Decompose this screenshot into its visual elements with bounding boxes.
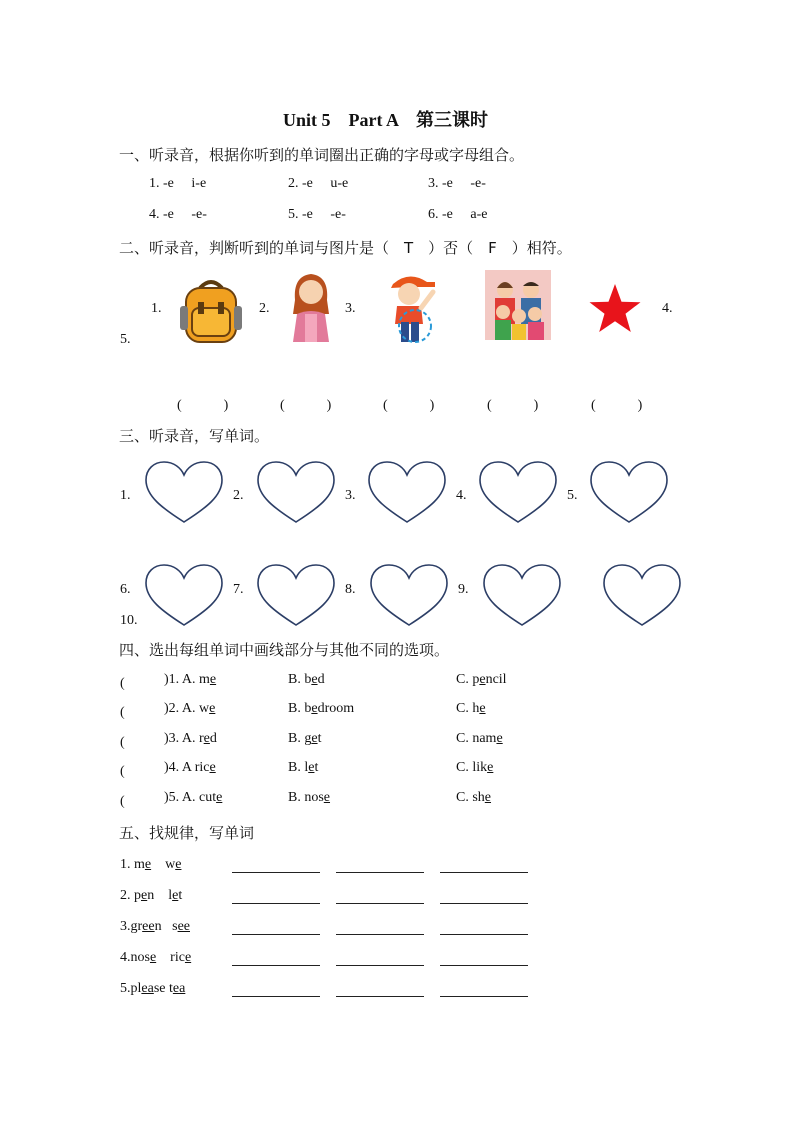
s3-label-2: 2. — [233, 488, 244, 503]
s3-label-9: 9. — [458, 582, 469, 597]
s4-answer-paren[interactable]: ( — [120, 764, 153, 779]
s2-answer-bracket-3[interactable]: ( ) — [383, 398, 435, 413]
s4-option-b: B. let — [288, 760, 319, 775]
section-2-heading: 二、听录音，判断听到的单词与图片是（ T ）否（ F ）相符。 — [119, 239, 572, 257]
section-1-heading: 一、听录音，根据你听到的单词圈出正确的字母或字母组合。 — [119, 146, 525, 164]
s1-item-2[interactable]: 2. -e u-e — [288, 176, 349, 191]
s4-option-c: C. like — [456, 760, 494, 775]
s4-option-a: )3. A. red — [164, 731, 217, 746]
s1-item-6[interactable]: 6. -e a-e — [428, 207, 488, 222]
s5-prompt-5: 5.please tea — [120, 981, 186, 996]
s1-item-3[interactable]: 3. -e -e- — [428, 176, 486, 191]
answer-line[interactable] — [440, 996, 528, 997]
answer-line[interactable] — [336, 903, 424, 904]
answer-line[interactable] — [232, 996, 320, 997]
answer-line[interactable] — [336, 965, 424, 966]
s4-answer-paren[interactable]: ( — [120, 705, 153, 720]
s2-label-4: 4. — [662, 301, 673, 316]
s4-option-b: B. nose — [288, 790, 331, 805]
s2-answer-bracket-2[interactable]: ( ) — [280, 398, 332, 413]
s3-label-7: 7. — [233, 582, 244, 597]
s4-option-a: )1. A. me — [164, 672, 217, 687]
s4-answer-paren[interactable]: ( — [120, 794, 153, 809]
s3-label-8: 8. — [345, 582, 356, 597]
s3-label-3: 3. — [345, 488, 356, 503]
heart-answer-box-6[interactable] — [144, 563, 224, 627]
s4-option-a: )5. A. cute — [164, 790, 223, 805]
s4-option-b: B. bed — [288, 672, 325, 687]
s4-option-c: C. pencil — [456, 672, 507, 687]
s3-label-5: 5. — [567, 488, 578, 503]
answer-line[interactable] — [232, 934, 320, 935]
heart-answer-box-7[interactable] — [256, 563, 336, 627]
s2-answer-bracket-4[interactable]: ( ) — [487, 398, 539, 413]
s4-option-a: )2. A. we — [164, 701, 216, 716]
heart-answer-box-1[interactable] — [144, 460, 224, 524]
heart-answer-box-3[interactable] — [367, 460, 447, 524]
answer-line[interactable] — [440, 934, 528, 935]
answer-line[interactable] — [336, 996, 424, 997]
backpack-picture — [178, 278, 244, 344]
boy-with-ball-picture — [383, 270, 439, 346]
s1-item-1[interactable]: 1. -e i-e — [149, 176, 207, 191]
s2-label-3: 3. — [345, 301, 356, 316]
section-5-heading: 五、找规律，写单词 — [119, 824, 255, 842]
section-3-heading: 三、听录音，写单词。 — [119, 427, 270, 445]
answer-line[interactable] — [232, 903, 320, 904]
heart-answer-box-9[interactable] — [482, 563, 562, 627]
s5-prompt-3: 3.green see — [120, 919, 190, 934]
s2-answer-bracket-1[interactable]: ( ) — [177, 398, 229, 413]
s4-option-a: )4. A rice — [164, 760, 216, 775]
girl-picture — [285, 270, 337, 342]
s3-label-10: 10. — [120, 613, 138, 628]
s4-option-c: C. he — [456, 701, 486, 716]
s3-label-1: 1. — [120, 488, 131, 503]
star-picture — [588, 284, 642, 334]
s2-label-5: 5. — [120, 332, 131, 347]
answer-line[interactable] — [232, 872, 320, 873]
heart-answer-box-4[interactable] — [478, 460, 558, 524]
s4-option-b: B. bedroom — [288, 701, 355, 716]
heart-answer-box-10[interactable] — [602, 563, 682, 627]
s5-prompt-2: 2. pen let — [120, 888, 183, 903]
s5-prompt-1: 1. me we — [120, 857, 182, 872]
s4-option-b: B. get — [288, 731, 322, 746]
s2-label-2: 2. — [259, 301, 270, 316]
s4-option-c: C. name — [456, 731, 503, 746]
s5-prompt-4: 4.nose rice — [120, 950, 192, 965]
heart-answer-box-8[interactable] — [369, 563, 449, 627]
s2-label-1: 1. — [151, 301, 162, 316]
s4-option-c: C. she — [456, 790, 492, 805]
page-title: Unit 5 Part A 第三课时 — [283, 110, 488, 130]
s1-item-5[interactable]: 5. -e -e- — [288, 207, 346, 222]
answer-line[interactable] — [336, 872, 424, 873]
answer-line[interactable] — [440, 872, 528, 873]
heart-answer-box-5[interactable] — [589, 460, 669, 524]
heart-answer-box-2[interactable] — [256, 460, 336, 524]
s1-item-4[interactable]: 4. -e -e- — [149, 207, 207, 222]
answer-line[interactable] — [336, 934, 424, 935]
section-4-heading: 四、选出每组单词中画线部分与其他不同的选项。 — [119, 641, 450, 659]
s3-label-6: 6. — [120, 582, 131, 597]
answer-line[interactable] — [440, 965, 528, 966]
s4-answer-paren[interactable]: ( — [120, 676, 153, 691]
answer-line[interactable] — [440, 903, 528, 904]
s4-answer-paren[interactable]: ( — [120, 735, 153, 750]
answer-line[interactable] — [232, 965, 320, 966]
family-picture — [485, 270, 551, 340]
s2-answer-bracket-5[interactable]: ( ) — [591, 398, 643, 413]
s3-label-4: 4. — [456, 488, 467, 503]
